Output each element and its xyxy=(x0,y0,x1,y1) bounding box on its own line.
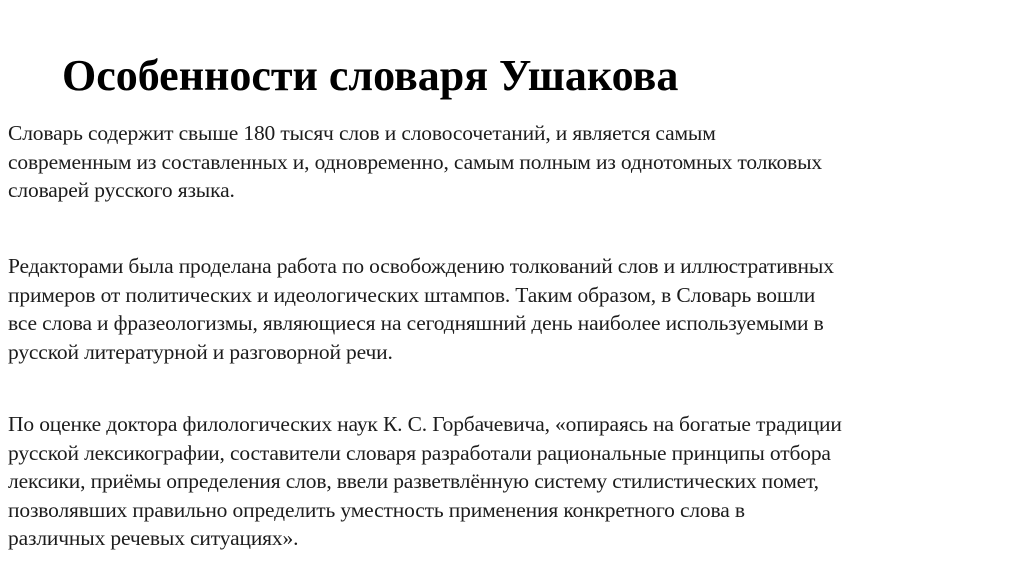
slide-title: Особенности словаря Ушакова xyxy=(62,51,679,100)
paragraph-gorbachevich-quote xyxy=(8,410,1020,553)
paragraph-line: русской литературной и разговорной речи. xyxy=(8,339,393,364)
paragraph-line: все слова и фразеологизмы, являющиеся на сегодняшний день наиболее используемыми в xyxy=(8,311,824,335)
paragraph-line: лексики, приёмы определения слов, ввели разветвлённую систему стилистических помет, xyxy=(8,469,819,493)
paragraph-line: Редакторами была проделана работа по освобождению толкований слов и иллюстративных xyxy=(8,254,834,278)
paragraph-line: По оценке доктора филологических наук К. С. Горбачевича, «опираясь на богатые традиции xyxy=(8,412,842,436)
paragraph-dictionary-size xyxy=(8,119,1020,205)
paragraph-line: позволявших правильно определить уместность применения конкретного слова в xyxy=(8,497,745,522)
paragraph-line: различных речевых ситуациях». xyxy=(8,526,299,550)
paragraph-line: примеров от политических и идеологических штампов. Таким образом, в Словарь вошли xyxy=(8,282,816,307)
paragraph-line: словарей русского языка. xyxy=(8,178,235,202)
paragraph-line: русской лексикографии, составители словаря разработали рациональные принципы отбора xyxy=(8,440,831,465)
paragraph-editors-work xyxy=(8,252,1020,366)
paragraph-line: Словарь содержит свыше 180 тысяч слов и словосочетаний, и является самым xyxy=(8,121,716,145)
paragraph-line: современным из составленных и, одновременно, самым полным из однотомных толковых xyxy=(8,149,822,174)
